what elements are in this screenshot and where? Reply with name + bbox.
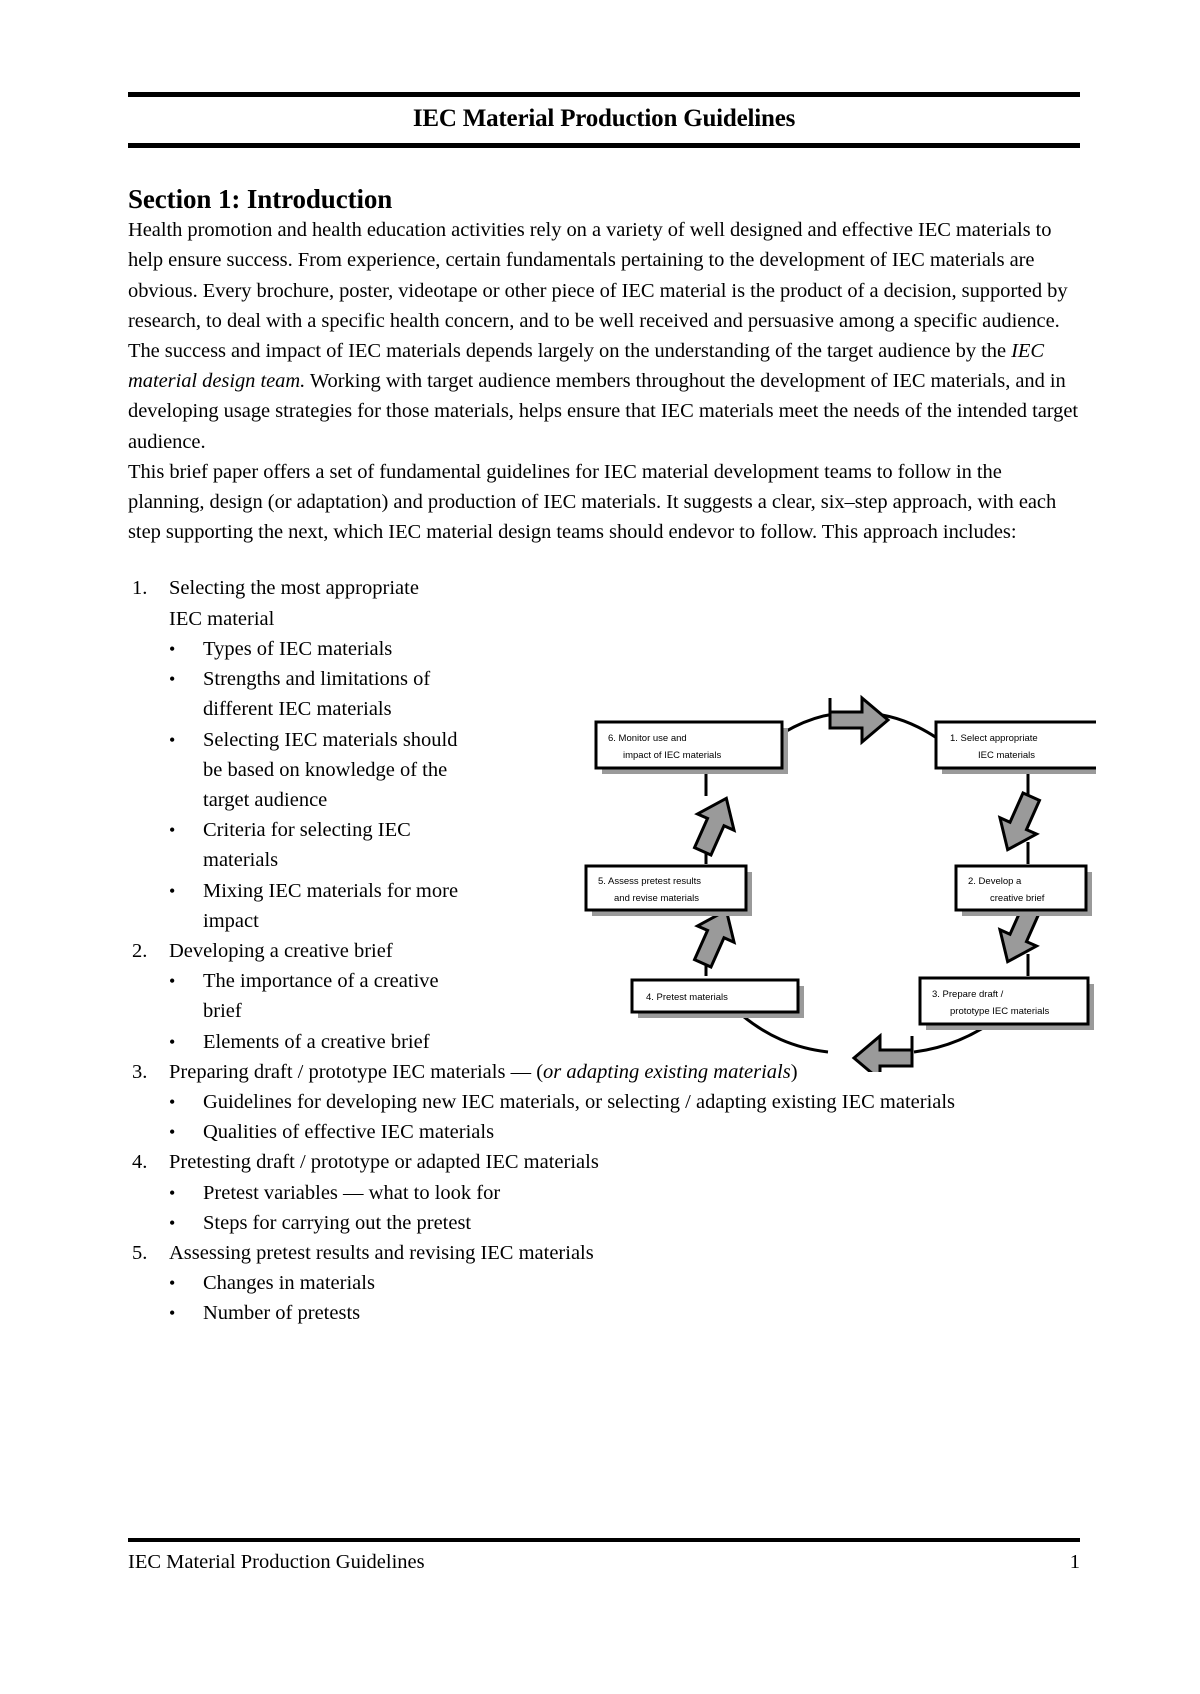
bullet-text: Qualities of effective IEC materials <box>203 1121 495 1144</box>
bullet-text: Changes in materials <box>203 1272 375 1295</box>
paragraph-2 <box>128 336 1080 457</box>
bullet-dot-icon: • <box>169 638 176 659</box>
outline-item-2-marker: 2. <box>132 939 148 962</box>
cycle-box-4-line-1: 4. Pretest materials <box>646 992 728 1003</box>
bullet-dot-icon: • <box>169 1122 176 1143</box>
outline-item-4-bullet-1 <box>128 1178 1080 1208</box>
outline-item-1-text: Selecting the most appropriate IEC material <box>169 577 419 630</box>
outline-item-1-bullet-2 <box>128 664 1080 724</box>
cycle-box-6-line-2: impact of IEC materials <box>623 750 722 761</box>
outline-item-3-emphasis: or adapting existing materials <box>543 1060 791 1083</box>
bullet-dot-icon: • <box>169 1303 176 1324</box>
bullet-text: Selecting IEC materials should be based on knowledge of the target audience <box>203 728 458 811</box>
outline-item-2-text: Developing a creative brief <box>169 939 393 962</box>
outline-item-3 <box>128 1057 1080 1087</box>
paragraph-2-part-a: The success and impact of IEC materials depends largely on the understanding of the target audience by the <box>128 340 1012 363</box>
page-content <box>128 92 1080 1329</box>
header-rule-bottom <box>128 143 1080 148</box>
cycle-box-2-line-2: creative brief <box>990 893 1045 904</box>
bullet-text: Strengths and limitations of different IEC materials <box>203 668 431 721</box>
cycle-box-3-line-2: prototype IEC materials <box>950 1006 1050 1017</box>
outline-item-4-marker: 4. <box>132 1151 148 1174</box>
bullet-dot-icon: • <box>169 729 176 750</box>
bullet-text: The importance of a creative brief <box>203 970 439 1023</box>
bullet-dot-icon: • <box>169 1091 176 1112</box>
outline-item-5-text: Assessing pretest results and revising IEC materials <box>169 1241 594 1264</box>
outline-group-3 <box>128 1057 1080 1148</box>
cycle-box-3-line-1: 3. Prepare draft / <box>932 989 1004 1000</box>
outline-item-4-text: Pretesting draft / prototype or adapted IEC materials <box>169 1151 599 1174</box>
paragraph-3: This brief paper offers a set of fundamental guidelines for IEC material development teams to follow in the planning, design (or adaptation) and production of IEC materials. It suggests a clear, six–step approach, with each step supporting the next, which IEC material design teams should endevor to follow. This approach includes: <box>128 460 1057 544</box>
cycle-box-2-line-1: 2. Develop a <box>968 876 1022 887</box>
outline-group-4 <box>128 1147 1080 1238</box>
outline-item-3-marker: 3. <box>132 1060 148 1083</box>
outline-group-1 <box>128 573 1080 935</box>
footer-page-number: 1 <box>1069 1551 1080 1573</box>
paragraph-1: Health promotion and health education activities rely on a variety of well designed and effective IEC materials to help ensure success. From experience, certain fundamentals pertaining to the development of IEC materials are obvious. Every brochure, poster, videotape or other piece of IEC material is the product of a decision, supported by research, to deal with a specific health concern, and to be well received and persuasive among a specific audience. <box>128 219 1068 332</box>
outline-item-1-bullet-5 <box>128 876 1080 936</box>
running-header <box>128 92 1080 148</box>
bullet-dot-icon: • <box>169 1212 176 1233</box>
outline-item-3-text-a: Preparing draft / prototype IEC materials — ( <box>169 1060 544 1083</box>
bullet-text: Steps for carrying out the pretest <box>203 1211 472 1234</box>
outline-group-5 <box>128 1238 1080 1329</box>
bullet-text: Mixing IEC materials for more impact <box>203 879 459 932</box>
page-footer <box>128 1538 1080 1574</box>
outline-item-3-text <box>169 1057 1080 1087</box>
outline-group-2 <box>128 936 1080 1057</box>
outline-item-2-bullet-2 <box>128 1027 1080 1057</box>
outline-item-4 <box>128 1147 1080 1177</box>
footer-title: IEC Material Production Guidelines <box>128 1551 425 1573</box>
paragraph-2-emphasis: IEC material design team. <box>128 340 1044 393</box>
outline-item-1-bullet-4 <box>128 815 1080 875</box>
outline-item-5-marker: 5. <box>132 1241 148 1264</box>
bullet-dot-icon: • <box>169 880 176 901</box>
footer-row <box>128 1542 1080 1574</box>
outline-item-2-bullet-1 <box>128 966 1080 1026</box>
outline-item-2 <box>128 936 1080 966</box>
outline-item-5-bullet-2 <box>128 1298 1080 1328</box>
outline-item-5-bullet-1 <box>128 1268 1080 1298</box>
cycle-box-6-line-1: 6. Monitor use and <box>608 733 687 744</box>
outline-item-4-bullet-2 <box>128 1208 1080 1238</box>
header-title: IEC Material Production Guidelines <box>412 105 796 132</box>
bullet-text: Elements of a creative brief <box>203 1030 430 1053</box>
paragraph-2-part-b: Working with target audience members throughout the development of IEC materials, and in developing usage strategies for those materials, helps ensure that IEC materials meet the needs of the intended target audience. <box>128 370 1079 453</box>
bullet-text: Criteria for selecting IEC materials <box>203 819 411 872</box>
header-rule-top <box>128 92 1080 97</box>
bullet-text: Types of IEC materials <box>203 637 393 660</box>
outline-item-5 <box>128 1238 1080 1268</box>
cycle-box-5-line-1: 5. Assess pretest results <box>598 876 701 887</box>
bullet-text: Guidelines for developing new IEC materials, or selecting / adapting existing IEC materials <box>203 1090 956 1113</box>
bullet-dot-icon: • <box>169 1031 176 1052</box>
approach-outline <box>128 573 1080 1328</box>
outline-item-3-text-b: ) <box>790 1060 798 1083</box>
outline-item-1-bullet-1 <box>128 634 1080 664</box>
bullet-dot-icon: • <box>169 1182 176 1203</box>
outline-item-1 <box>128 573 1080 633</box>
bullet-dot-icon: • <box>169 1273 176 1294</box>
bullet-dot-icon: • <box>169 820 176 841</box>
cycle-box-1-line-1: 1. Select appropriate <box>950 733 1038 744</box>
bullet-dot-icon: • <box>169 971 176 992</box>
cycle-box-5-line-2: and revise materials <box>614 893 700 904</box>
outline-item-1-marker: 1. <box>132 577 148 600</box>
cycle-box-1-line-2: IEC materials <box>978 750 1036 761</box>
section-heading: Section 1: Introduction <box>128 184 393 215</box>
outline-item-1-bullet-3 <box>128 725 1080 816</box>
bullet-text: Pretest variables — what to look for <box>203 1181 501 1204</box>
outline-item-3-bullet-2 <box>128 1117 1080 1147</box>
bullet-text: Number of pretests <box>203 1302 361 1325</box>
bullet-dot-icon: • <box>169 669 176 690</box>
outline-item-3-bullet-1 <box>128 1087 1080 1117</box>
